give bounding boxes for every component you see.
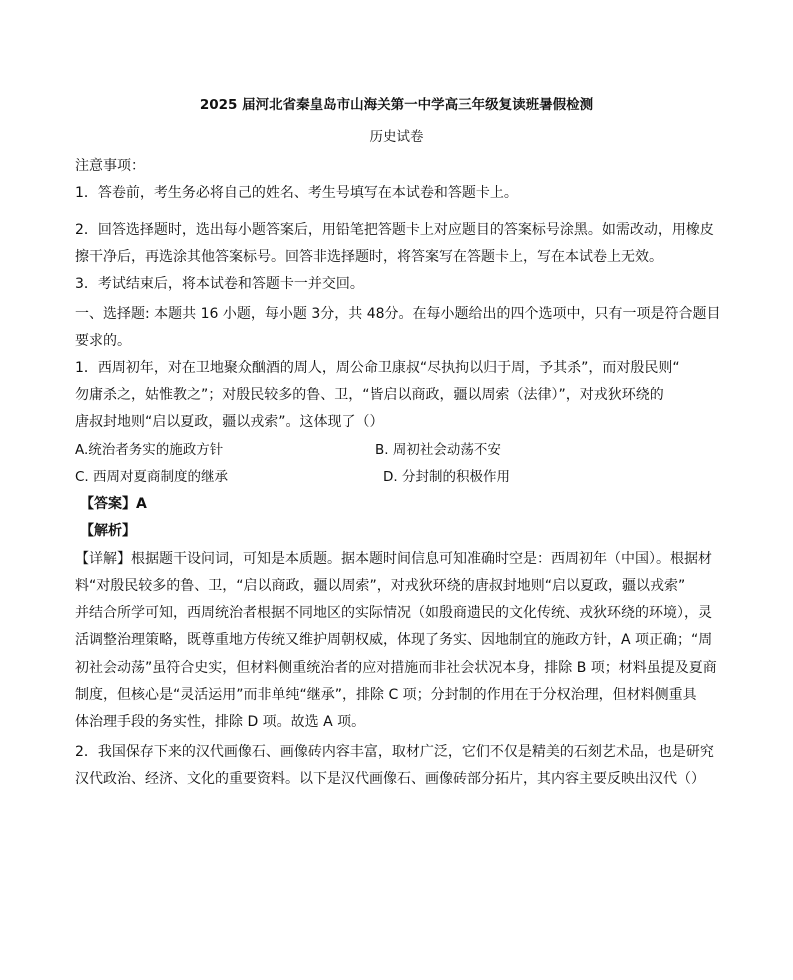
section-heading-line-1: 一、选择题: 本题共 16 小题，每小题 3分，共 48分。在每小题给出的四个选项中，只有一项是符合题目 (75, 306, 721, 322)
question-1-detail-line-2: 料“对殷民较多的鲁、卫，“启以商政，疆以周索”，对戎狄环绕的唐叔封地则“启以夏政，疆以戎索” (75, 578, 686, 594)
question-1-line-2: 勿庸杀之，姑惟教之”；对殷民较多的鲁、卫，“皆启以商政，疆以周索（法律）”，对戎狄环绕的 (75, 387, 664, 403)
document-subtitle: 历史试卷 (369, 129, 424, 145)
question-1-answer: 【答案】A (80, 496, 147, 512)
question-2-line-2: 汉代政治、经济、文化的重要资料。以下是汉代画像石、画像砖部分拓片，其内容主要反映出汉代（） (75, 771, 705, 787)
question-1-option-c: C. 西周对夏商制度的继承 (75, 469, 229, 485)
notice-item-3: 3．考试结束后，将本试卷和答题卡一并交回。 (75, 276, 364, 292)
question-1-detail-line-1: 【详解】根据题干设问词，可知是本质题。据本题时间信息可知准确时空是：西周初年（中国）。根据材 (75, 551, 712, 567)
question-1-option-d: D. 分封制的积极作用 (383, 469, 510, 485)
question-1-detail-line-3: 并结合所学可知，西周统治者根据不同地区的实际情况（如殷商遗民的文化传统、戎狄环绕的环境），灵 (75, 605, 712, 621)
question-2-line-1: 2．我国保存下来的汉代画像石、画像砖内容丰富，取材广泛，它们不仅是精美的石刻艺术品，也是研究 (75, 744, 714, 760)
question-1-line-3: 唐叔封地则“启以夏政，疆以戎索”。这体现了（） (75, 414, 384, 430)
question-1-detail-line-5: 初社会动荡”虽符合史实，但材料侧重统治者的应对措施而非社会状况本身，排除 B 项；材料虽提及夏商 (75, 660, 717, 676)
question-1-detail-line-7: 体治理手段的务实性，排除 D 项。故选 A 项。 (75, 714, 366, 730)
question-1-detail-line-4: 活调整治理策略，既尊重地方传统又维护周朝权威，体现了务实、因地制宜的施政方针，A 项正确；“周 (75, 632, 713, 648)
notice-item-2-line-2: 擦干净后，再选涂其他答案标号。回答非选择题时，将答案写在答题卡上，写在本试卷上无效。 (75, 249, 663, 265)
question-1-detail-line-6: 制度，但核心是“灵活运用”而非单纯“继承”，排除 C 项；分封制的作用在于分权治理，但材料侧重具 (75, 687, 697, 703)
question-1-option-b: B. 周初社会动荡不安 (375, 442, 501, 458)
document-title: 2025 届河北省秦皇岛市山海关第一中学高三年级复读班暑假检测 (199, 97, 594, 113)
question-1-analysis-label: 【解析】 (80, 523, 136, 539)
notice-item-2-line-1: 2．回答选择题时，选出每小题答案后，用铅笔把答题卡上对应题目的答案标号涂黑。如需改动，用橡皮 (75, 222, 714, 238)
question-1-option-a: A.统治者务实的施政方针 (75, 442, 224, 458)
section-heading-line-2: 要求的。 (75, 333, 131, 349)
question-1-line-1: 1．西周初年，对在卫地聚众酗酒的周人，周公命卫康叔“尽执拘以归于周，予其杀”，而对殷民则“ (75, 360, 680, 376)
notice-heading: 注意事项： (75, 158, 145, 174)
notice-item-1: 1．答卷前，考生务必将自己的姓名、考生号填写在本试卷和答题卡上。 (75, 185, 518, 201)
